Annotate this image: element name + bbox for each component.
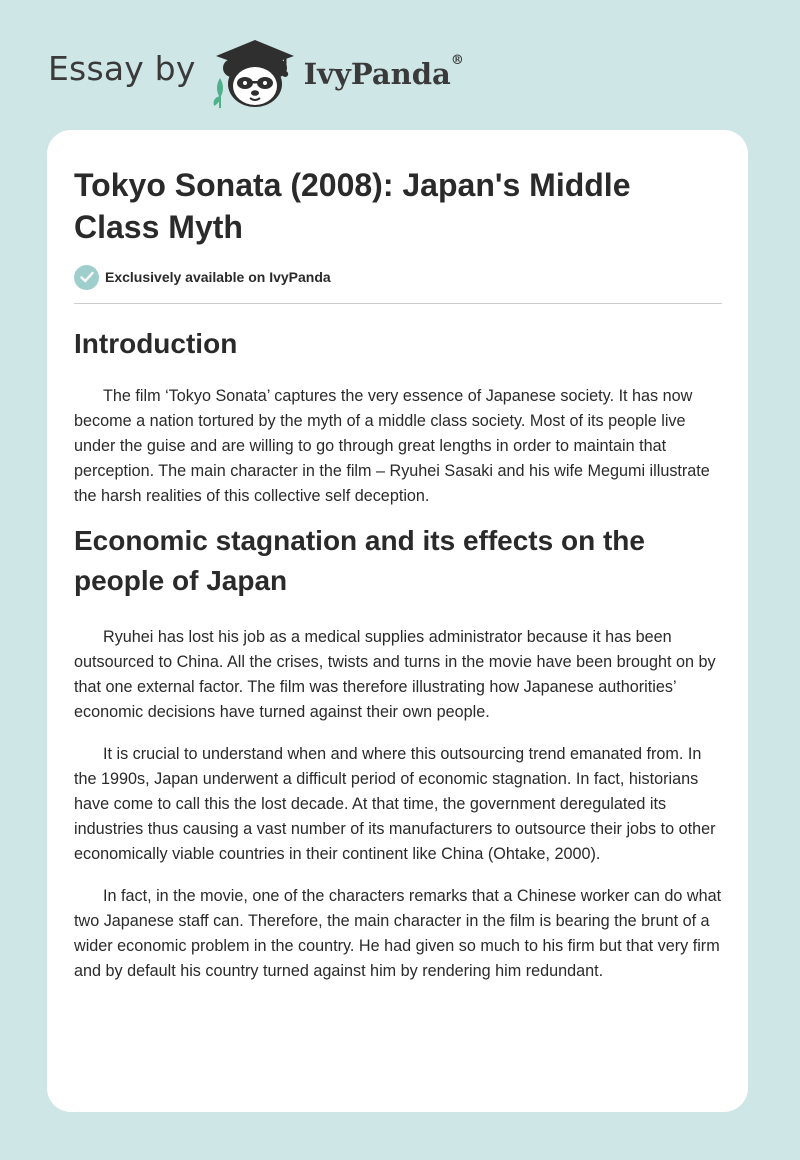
- check-circle-icon: [74, 265, 99, 290]
- divider: [74, 303, 722, 304]
- section-heading-introduction: Introduction: [74, 328, 238, 359]
- panda-graduate-logo-icon[interactable]: [210, 34, 300, 110]
- badge-text: Exclusively available on IvyPanda: [105, 269, 331, 285]
- paragraph: In fact, in the movie, one of the characters remarks that a Chinese worker can do what two Japanese staff can. Therefore, the main character in the film is bearing the brunt of a wider economic problem in the country. He had given so much to his firm but that very firm and by default his country turned against him by rendering him redundant.: [74, 887, 722, 980]
- exclusive-badge: [74, 263, 722, 291]
- paragraph: The film ‘Tokyo Sonata’ captures the very essence of Japanese society. It has now become a nation tortured by the myth of a middle class society. Most of its people live under the guise and are willing to go through great lengths in order to maintain that perception. The main character in the film – Ryuhei Sasaki and his wife Megumi illustrate the harsh realities of this collective self deception.: [74, 387, 710, 505]
- brand-prefix: Essay by: [48, 48, 196, 88]
- section-heading-economic-stagnation: Economic stagnation and its effects on the people of Japan: [74, 525, 645, 596]
- registered-mark: ®: [450, 53, 464, 68]
- brand-name-text: IvyPanda: [303, 57, 451, 91]
- paragraph: Ryuhei has lost his job as a medical supplies administrator because it has been outsourced to China. All the crises, twists and turns in the movie have been brought on by that one external factor. The film was therefore illustrating how Japanese authorities’ economic decisions have turned against their own people.: [74, 628, 716, 721]
- paragraph: It is crucial to understand when and where this outsourcing trend emanated from. In the 1990s, Japan underwent a difficult period of economic stagnation. In fact, historians have come to call this the lost decade. At that time, the government deregulated its industries thus causing a vast number of its manufacturers to outsource their jobs to other economically viable countries in their continent like China (Ohtake, 2000).: [74, 745, 716, 863]
- page-title: Tokyo Sonata (2008): Japan's Middle Class Myth: [74, 167, 631, 245]
- article-card: [47, 130, 748, 1112]
- brand-name[interactable]: [303, 53, 464, 91]
- site-header: [48, 34, 464, 110]
